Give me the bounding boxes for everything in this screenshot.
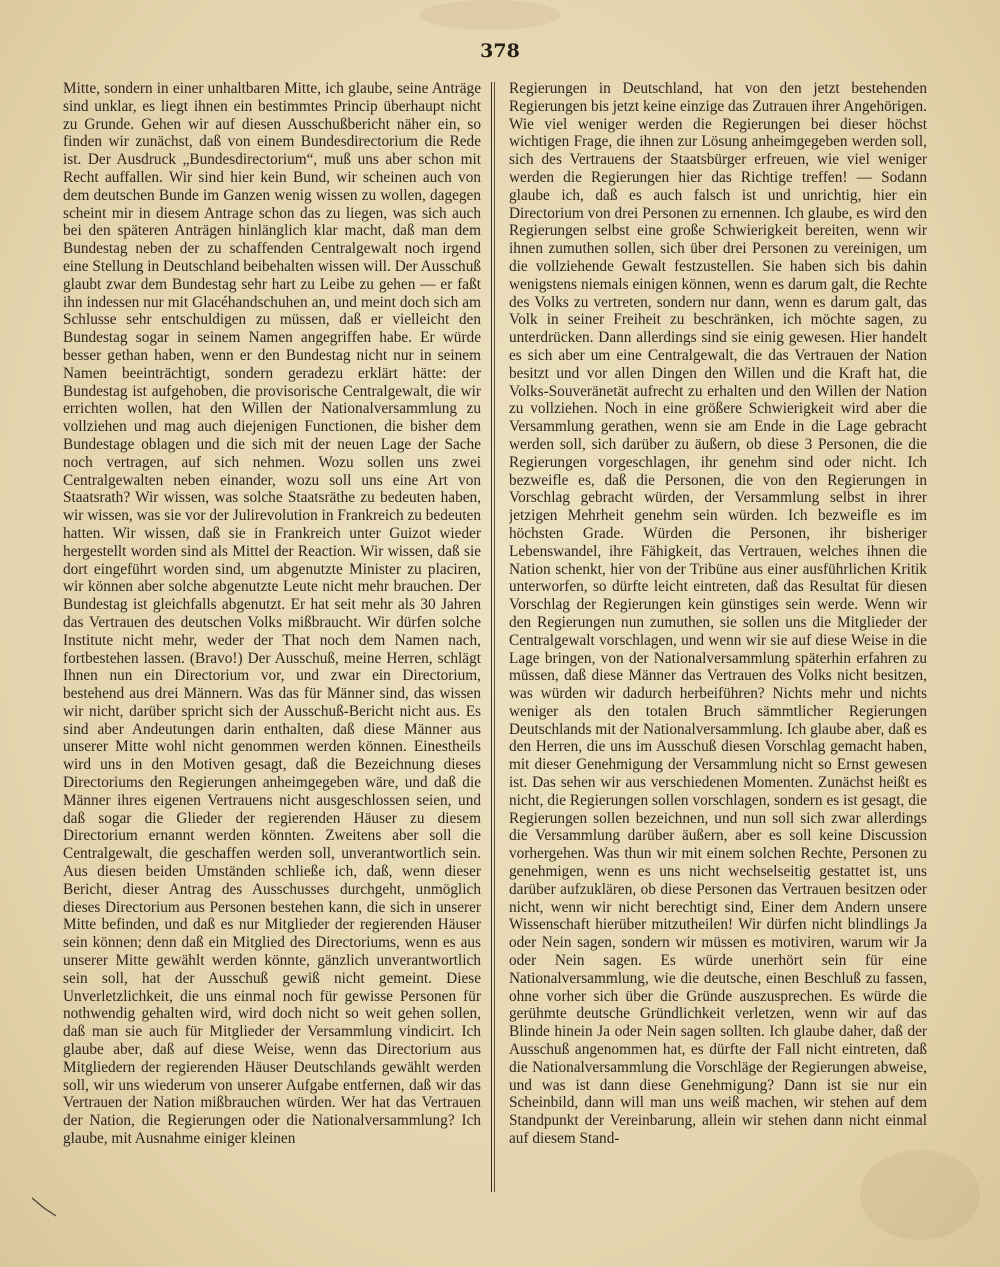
page-number: 378 bbox=[480, 40, 520, 62]
column-divider bbox=[491, 82, 492, 1192]
pencil-mark-icon bbox=[30, 1196, 58, 1218]
column-text: Mitte, sondern in einer unhaltbaren Mitte, ich glaube, seine Anträge sind unklar, es liegt ihnen ein bestimmtes Princip überhaupt nicht zu Grunde. Gehen wir auf diesen Ausschußbericht näher ein, so finden wir zunächst, daß von einem Bundesdirectorium die Rede ist. Der Ausdruck „Bundesdirectorium“, muß uns aber schon mit Recht auffallen. Wir sind hier kein Bund, wir scheinen auch von dem deutschen Bunde im Ganzen wenig wissen zu wollen, dagegen scheint mir in diesem Antrage schon das zu liegen, was sich auch bei den späteren Anträgen hinlänglich klar macht, daß man dem Bundestag neben der zu schaffenden Centralgewalt noch irgend eine Stellung in Deutschland beibehalten wissen will. Der Ausschuß glaubt zwar dem Bundestag sehr hart zu Leibe zu gehen — er faßt ihn indessen nur mit Glacéhandschuhen an, und meint doch sich am Schlusse sehr entschuldigen zu müssen, daß er vielleicht den Bundestag sogar in seinem Namen angegriffen habe. Er würde besser gethan haben, wenn er den Bundestag nicht nur in seinem Namen beeinträchtigt, sondern geradezu erklärt hätte: der Bundestag ist aufgehoben, die provisorische Centralgewalt, die wir errichten wollen, hat den Willen der Nationalversammlung zu vollziehen und mag auch diejenigen Functionen, die bisher dem Bundestage oblagen und die sich mit der neuen Lage der Sache noch vertragen, auf sich nehmen. Wozu sollen uns zwei Centralgewalten neben einander, wozu soll uns eine Art von Staatsrath? Wir wissen, was solche Staatsräthe zu bedeuten haben, wir wissen, was sie vor der Julirevolution in Frankreich zu bedeuten hatten. Wir wissen, daß sie in Frankreich unter Guizot wieder hergestellt worden sind als Mittel der Reaction. Wir wissen, daß sie dort eingeführt worden sind, um abgenutzte Minister zu placiren, wir können aber solche abgenutzte Leute nicht mehr brauchen. Der Bundestag ist gleichfalls abgenutzt. Er hat seit mehr als 30 Jahren das Vertrauen des deutschen Volks mißbraucht. Wir dürfen solche Institute nicht mehr, weder der That noch dem Namen nach, fortbestehen lassen. (Bravo!) Der Ausschuß, meine Herren, schlägt Ihnen nun ein Directorium vor, und zwar ein Directorium, bestehend aus drei Männern. Was das für Männer sind, das wissen wir nicht, darüber spricht sich der Ausschuß-Bericht nicht aus. Es sind aber Andeutungen darin enthalten, daß diese Männer aus unserer Mitte wohl nicht genommen werden können. Einestheils wird uns in den Motiven gesagt, daß die Bezeichnung dieses Directoriums den Regierungen anheimgegeben wäre, und daß die Männer ihres eigenen Vertrauens nicht ausgeschlossen seien, und daß sogar die Glieder der regierenden Häuser zu diesem Directorium ernannt werden könnten. Zweitens aber soll die Centralgewalt, die geschaffen werden soll, unverantwortlich sein. Aus diesen beiden Umständen schließe ich, daß, wenn dieser Bericht, dieser Antrag des Ausschusses durchgeht, unmöglich dieses Directorium aus Personen bestehen kann, die sich in unserer Mitte befinden, und daß es nur Mitglieder der regierenden Häuser sein können; denn daß ein Mitglied des Directoriums, wenn es aus unserer Mitte gewählt werden könnte, gänzlich unverantwortlich sein soll, hat der Ausschuß gewiß nicht gemeint. Diese Unverletzlichkeit, die uns einmal noch für gewisse Personen für nothwendig gehalten wird, wird doch nicht so weit gehen sollen, daß man sie auch für Mitglieder der Versammlung vindicirt. Ich glaube aber, daß auf diese Weise, wenn das Directorium aus Mitgliedern der regierenden Häuser Deutschlands gewählt werden soll, wir uns wiederum von unserer Aufgabe entfernen, daß wir das Vertrauen der Nation mißbrauchen würden. Wer hat das Vertrauen der Nation, die Regierungen oder die Nationalversammlung? Ich glaube, mit Ausnahme einiger kleinen bbox=[63, 80, 481, 1148]
paper-stain bbox=[420, 0, 560, 30]
text-column-right bbox=[509, 80, 927, 1190]
text-column-left bbox=[63, 80, 481, 1190]
column-text: Regierungen in Deutschland, hat von den jetzt bestehenden Regierungen bis jetzt keine einzige das Zutrauen ihrer Angehörigen. Wie viel weniger werden die Regierungen bei dieser höchst wichtigen Frage, die ihnen zur Lösung anheimgegeben werden soll, sich des Vertrauens der Staatsbürger erfreuen, wie viel weniger werden die Regierungen hier das Richtige treffen! — Sodann glaube ich, daß es auch falsch ist und unrichtig, hier ein Directorium von drei Personen zu ernennen. Ich glaube, es wird den Regierungen selbst eine große Schwierigkeit bereiten, wenn wir ihnen zumuthen sollen, sich über drei Personen zu vereinigen, um die vollziehende Gewalt festzustellen. Sie haben sich bis dahin wenigstens niemals einigen können, wenn es darum galt, die Rechte des Volks zu vertreten, sondern nur dann, wenn es darum galt, das Volk in seiner Freiheit zu beschränken, ich möchte sagen, zu unterdrücken. Dann allerdings sind sie einig gewesen. Hier handelt es sich aber um eine Centralgewalt, die das Vertrauen der Nation besitzt und vor allen Dingen den Willen und die Kraft hat, die Volks-Souveränetät aufrecht zu erhalten und den Willen der Nation zu vollziehen. Noch in eine größere Schwierigkeit wird aber die Versammlung gerathen, wenn sie am Ende in die Lage gebracht werden soll, sich darüber zu äußern, ob diese 3 Personen, die die Regierungen vorgeschlagen, ihr genehm sind oder nicht. Ich bezweifle es, daß die Personen, die von den Regierungen in Vorschlag gebracht würden, der Versammlung selbst in ihrer jetzigen Mehrheit genehm sein würden. Ich bezweifle es im höchsten Grade. Würden die Personen, ihr bisheriger Lebenswandel, ihre Fähigkeit, das Vertrauen, welches ihnen die Nation schenkt, hier von der Tribüne aus einer ausführlichen Kritik unterworfen, so dürfte leicht eintreten, daß das Resultat für diesen Vorschlag der Regierungen kein günstiges sein werde. Wenn wir den Regierungen nun zumuthen, sie sollen uns die Mitglieder der Centralgewalt vorschlagen, und wenn wir sie auf diese Weise in die Lage bringen, von der Nationalversammlung späterhin erfahren zu müssen, daß diese Männer das Vertrauen des Volks nicht besitzen, was würden wir dadurch herbeiführen? Nichts mehr und nichts weniger als den totalen Bruch sämmtlicher Regierungen Deutschlands mit der Nationalversammlung. Ich glaube aber, daß es den Herren, die uns im Ausschuß diesen Vorschlag gemacht haben, mit dieser Genehmigung der Versammlung nicht so Ernst gewesen ist. Das sehen wir aus verschiedenen Momenten. Zunächst heißt es nicht, die Regierungen sollen vorschlagen, sondern es ist gesagt, die Regierungen sollen bezeichnen, und nun soll sich zwar allerdings die Versammlung darüber äußern, aber es soll keine Discussion vorhergehen. Was thun wir mit einem solchen Rechte, Personen zu genehmigen, wenn es uns nicht wechselseitig gestattet ist, uns darüber aufzuklären, ob diese Personen das Vertrauen besitzen oder nicht, wenn wir nicht berechtigt sind, Einer dem Andern unsere Wissenschaft hierüber mitzutheilen! Wir dürfen nicht blindlings Ja oder Nein sagen, sondern wir müssen es motiviren, warum wir Ja oder Nein sagen. Es würde unerhört sein für eine Nationalversammlung, wie die deutsche, einen Beschluß zu fassen, ohne vorher sich über die Gründe auszusprechen. Es würde die gerühmte deutsche Gründlichkeit verletzen, wenn wir auf das Blinde hinein Ja oder Nein sagen sollten. Ich glaube daher, daß der Ausschuß angenommen hat, es dürfte der Fall nicht eintreten, daß die Nationalversammlung die Vorschläge der Regierungen abweise, und was ist dann diese Genehmigung? Dann ist sie nur ein Scheinbild, dann will man uns weiß machen, wir stehen auf dem Standpunkt der Vereinbarung, allein wir stehen dann nicht einmal auf diesem Stand- bbox=[509, 80, 927, 1148]
